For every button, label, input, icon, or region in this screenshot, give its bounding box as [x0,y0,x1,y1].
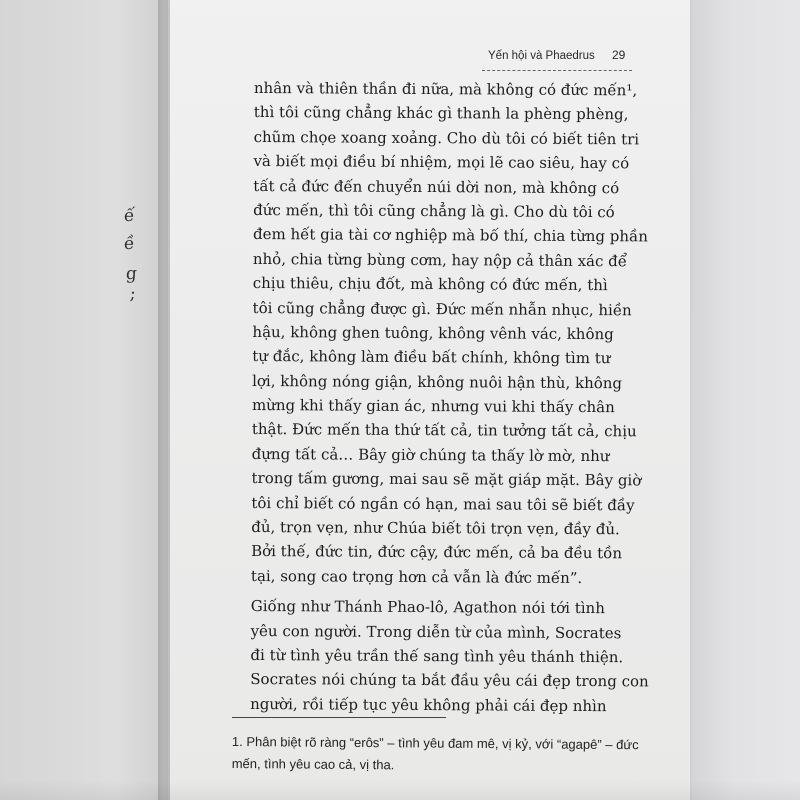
body-line: lợi, không nóng giận, không nuôi hận thù, không [252,371,623,392]
body-line: trong tấm gương, mai sau sẽ mặt giáp mặt. Bây giờ [251,469,642,490]
page-number: 29 [611,48,626,62]
running-header [488,48,633,62]
body-line: nhỏ, chia từng bùng cơm, hay nộp cả thân xác để [252,249,628,271]
body-line: đem hết gia tài cơ nghiệp mà bố thí, chia từng phần [252,225,648,246]
footnote-line: 1. Phân biệt rõ ràng “erôs” – tình yêu đam mê, vị kỷ, với “agapê” – đức [231,733,639,753]
body-line: tôi chỉ biết có ngần có hạn, mai sau tôi sẽ biết đầy [251,493,635,514]
body-line: tại, song cao trọng hơn cả vẫn là đức mến”. [250,566,583,587]
body-line: đủ, trọn vẹn, như Chúa biết tôi trọn vẹn, đầy đủ. [251,518,620,539]
page-stack-edge [688,0,800,800]
body-line: mừng khi thấy gian ác, nhưng vui khi thấy chân [251,396,615,417]
body-line: tự đắc, không làm điều bất chính, không tìm tư [252,347,611,368]
body-line: hậu, không ghen tuông, không vênh vác, không [252,322,614,344]
body-line: người, rồi tiếp tục yêu không phải cái đẹp nhìn [250,694,607,715]
running-title: Yến hội và Phaedrus [488,50,595,62]
body-line: nhân và thiên thần đi nữa, mà không có đức mến¹, [253,78,638,100]
body-line: đức mến, thì tôi cũng chẳng là gì. Cho dù tôi có [253,200,615,222]
header-rule [482,70,632,71]
body-line: thì tôi cũng chẳng khác gì thanh la phèng phèng, [253,103,629,124]
body-line: tôi cũng chẳng được gì. Đức mến nhẫn nhục, hiền [252,298,632,319]
body-line: chũm chọe xoang xoảng. Cho dù tôi có biết tiên tri [253,127,640,149]
body-line: Bởi thế, đức tin, đức cậy, đức mến, cả ba đều tồn [251,542,623,563]
left-page-fragment: ; [129,284,137,304]
footnote-rule [232,717,446,718]
body-line: chịu thiêu, chịu đốt, mà không có đức mến, thì [252,274,608,295]
left-page-fragment: ế [123,206,136,226]
body-text [250,76,649,718]
body-line: thật. Đức mến tha thứ tất cả, tin tưởng tất cả, chịu [251,420,637,441]
footnote [232,731,652,778]
left-page-fragment: ề [123,234,136,254]
body-line: Giống như Thánh Phao-lô, Agathon nói tới tình [250,597,605,618]
footnote-line: mến, tình yêu cao cả, vị tha. [231,755,395,773]
body-line: đi từ tình yêu trần thế sang tình yêu thánh thiện. [250,645,624,667]
bottom-shadow [0,780,800,800]
body-line: và biết mọi điều bí nhiệm, mọi lẽ cao siêu, hay có [253,152,630,173]
left-page-fragment: g [125,264,138,284]
body-line: yêu con người. Trong diễn từ của mình, Socrates [250,621,622,642]
body-line: tất cả đức đến chuyển núi dời non, mà không có [253,176,620,197]
body-line: đựng tất cả… Bây giờ chúng ta thấy lờ mờ, như [251,444,610,466]
body-line: Socrates nói chúng ta bắt đầu yêu cái đẹp trong con [250,670,649,691]
left-page [0,0,168,800]
